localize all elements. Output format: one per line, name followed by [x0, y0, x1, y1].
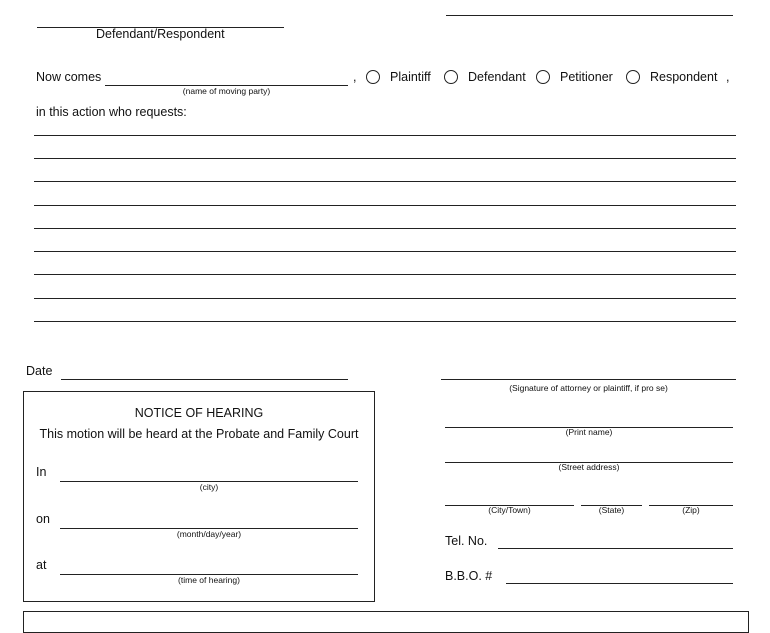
at-label: at	[36, 558, 47, 572]
tel-line[interactable]	[498, 548, 733, 549]
defendant-respondent-label: Defendant/Respondent	[96, 27, 225, 41]
tel-label: Tel. No.	[445, 534, 488, 548]
request-line[interactable]	[34, 181, 736, 182]
street-address-caption: (Street address)	[558, 462, 620, 472]
option-petitioner-label: Petitioner	[560, 70, 613, 84]
request-line[interactable]	[34, 135, 736, 136]
notice-subtitle: This motion will be heard at the Probate and Family Court	[39, 427, 359, 441]
bottom-section-box	[23, 611, 749, 633]
date-label: Date	[26, 364, 53, 378]
radio-defendant[interactable]	[444, 70, 458, 84]
bbo-label: B.B.O. #	[445, 569, 493, 583]
option-respondent-label: Respondent	[650, 70, 718, 84]
print-name-caption: (Print name)	[565, 427, 613, 437]
in-label: In	[36, 465, 47, 479]
on-label: on	[36, 512, 50, 526]
zip-caption: (Zip)	[682, 505, 700, 515]
request-line[interactable]	[34, 158, 736, 159]
state-caption: (State)	[598, 505, 625, 515]
bbo-line[interactable]	[506, 583, 733, 584]
request-line[interactable]	[34, 251, 736, 252]
trailing-comma: ,	[726, 70, 730, 84]
notice-of-hearing-box	[23, 391, 375, 602]
now-comes-label: Now comes	[36, 70, 102, 84]
city-hearing-caption: (city)	[199, 482, 219, 492]
notice-title: NOTICE OF HEARING	[134, 406, 264, 420]
signature-caption: (Signature of attorney or plaintiff, if pro se)	[509, 383, 668, 393]
hearing-time-caption: (time of hearing)	[178, 575, 240, 585]
signature-line[interactable]	[441, 379, 736, 380]
date-line[interactable]	[61, 379, 348, 380]
radio-respondent[interactable]	[626, 70, 640, 84]
option-defendant-label: Defendant	[468, 70, 526, 84]
request-line[interactable]	[34, 298, 736, 299]
moving-party-caption: (name of moving party)	[182, 86, 271, 96]
radio-petitioner[interactable]	[536, 70, 550, 84]
request-line[interactable]	[34, 274, 736, 275]
radio-plaintiff[interactable]	[366, 70, 380, 84]
request-line[interactable]	[34, 205, 736, 206]
requests-text: in this action who requests:	[36, 105, 187, 119]
option-plaintiff-label: Plaintiff	[390, 70, 431, 84]
hearing-date-caption: (month/day/year)	[176, 529, 242, 539]
city-caption: (City/Town)	[488, 505, 531, 515]
request-line[interactable]	[34, 228, 736, 229]
request-line[interactable]	[34, 321, 736, 322]
comma: ,	[353, 70, 357, 84]
docket-number-line[interactable]	[446, 15, 733, 16]
